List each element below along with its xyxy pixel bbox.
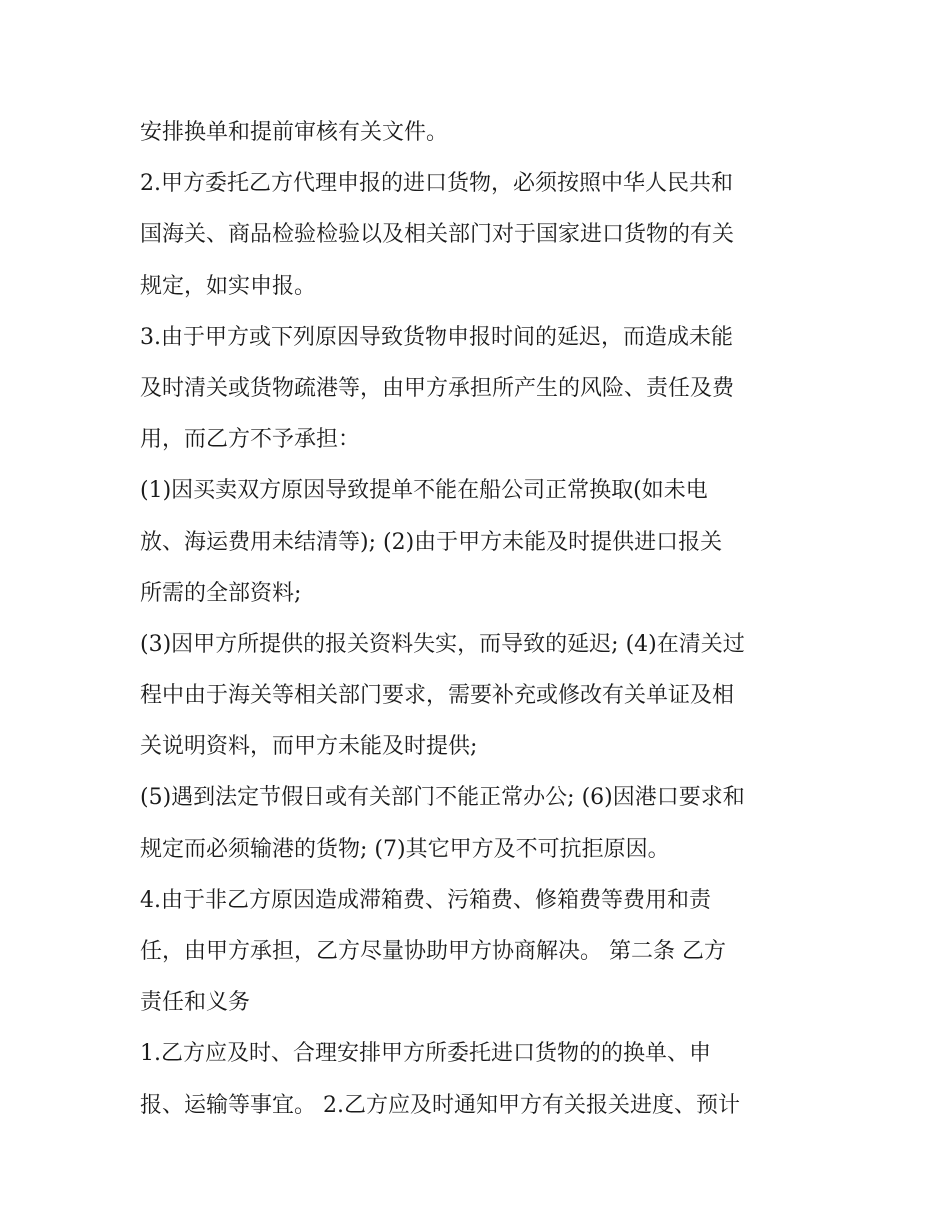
text-line: (3)因甲方所提供的报关资料失实，而导致的延迟; (4)在清关过 [140,631,745,657]
text-line: 规定，如实申报。 [140,273,317,299]
text-line: 放、海运费用未结清等); (2)由于甲方未能及时提供进口报关 [140,529,723,555]
text-line: 程中由于海关等相关部门要求，需要补充或修改有关单证及相 [140,683,735,709]
text-line: 责任和义务 [140,990,251,1016]
text-line: (5)遇到法定节假日或有关部门不能正常办公; (6)因港口要求和 [140,785,745,811]
text-line: 规定而必须输港的货物; (7)其它甲方及不可抗拒原因。 [140,836,670,862]
text-line: 2.甲方委托乙方代理申报的进口货物，必须按照中华人民共和 [140,171,733,197]
text-line: 及时清关或货物疏港等，由甲方承担所产生的风险、责任及费 [140,375,735,401]
text-line: 国海关、商品检验检验以及相关部门对于国家进口货物的有关 [140,222,735,248]
text-line: 1.乙方应及时、合理安排甲方所委托进口货物的的换单、申 [140,1041,711,1067]
text-line: 用，而乙方不予承担： [140,427,361,453]
text-line: (1)因买卖双方原因导致提单不能在船公司正常换取(如未电 [140,478,708,504]
document-body [140,107,830,1131]
text-line: 报、运输等事宜。 2.乙方应及时通知甲方有关报关进度、预计 [140,1092,740,1118]
text-line: 3.由于甲方或下列原因导致货物申报时间的延迟，而造成未能 [140,324,733,350]
text-line: 安排换单和提前审核有关文件。 [140,120,449,145]
text-line: 任，由甲方承担，乙方尽量协助甲方协商解决。 第二条 乙方 [140,939,726,964]
text-line: 所需的全部资料; [140,580,302,606]
text-line: 关说明资料，而甲方未能及时提供; [140,734,478,760]
text-line: 4.由于非乙方原因造成滞箱费、污箱费、修箱费等费用和责 [140,887,711,913]
